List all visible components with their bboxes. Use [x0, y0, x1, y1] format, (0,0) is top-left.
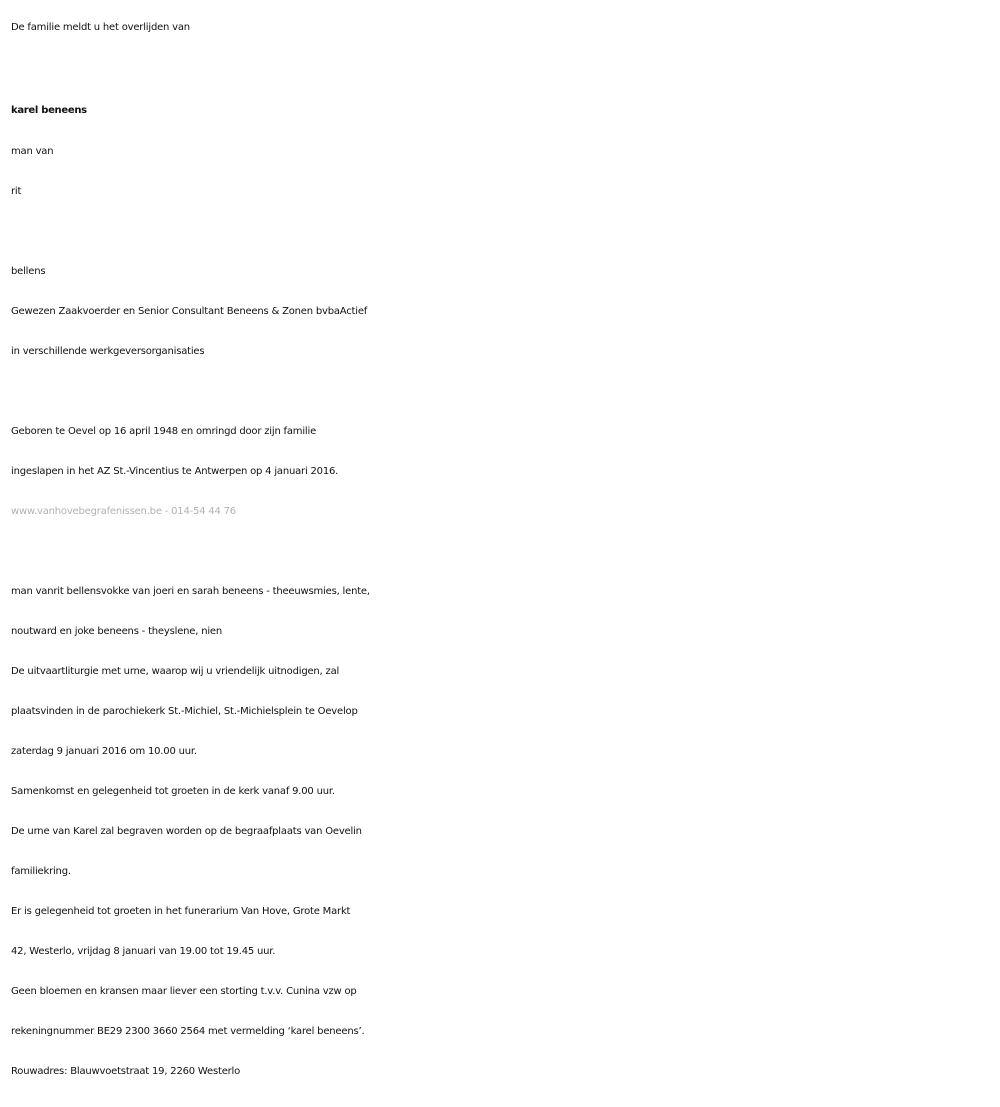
spacer [11, 372, 1000, 412]
occupation-line: in verschillende werkgeversorganisaties [11, 346, 205, 357]
intro-text: De familie meldt u het overlijden van [11, 22, 190, 33]
occupation-line: Gewezen Zaakvoerder en Senior Consultant Beneens & Zonen bvbaActief [11, 306, 368, 317]
birth-death-line: ingeslapen in het AZ St.-Vincentius te Antwerpen op 4 januari 2016. [11, 466, 339, 477]
details-line: Rouwadres: Blauwvoetstraat 19, 2260 Westerlo [11, 1066, 241, 1077]
details-line: man vanrit bellensvokke van joeri en sarah beneens - theeuwsmies, lente, [11, 586, 370, 597]
spouse-line: man van [11, 146, 54, 157]
birth-death-line: Geboren te Oevel op 16 april 1948 en omringd door zijn familie [11, 426, 317, 437]
details-line: Er is gelegenheid tot groeten in het funerarium Van Hove, Grote Markt [11, 906, 351, 917]
details-line: familiekring. [11, 866, 71, 877]
details-line: De uitvaartliturgie met urne, waarop wij u vriendelijk uitnodigen, zal [11, 666, 340, 677]
details-line: Geen bloemen en kransen maar liever een storting t.v.v. Cunina vzw op [11, 986, 357, 997]
details-line: 42, Westerlo, vrijdag 8 januari van 19.00 tot 19.45 uur. [11, 946, 276, 957]
spacer [11, 212, 1000, 252]
spacer [11, 532, 1000, 572]
details-line: zaterdag 9 januari 2016 om 10.00 uur. [11, 746, 197, 757]
details-line: plaatsvinden in de parochiekerk St.-Michiel, St.-Michielsplein te Oevelop [11, 706, 358, 717]
details-line: De urne van Karel zal begraven worden op de begraafplaats van Oevelin [11, 826, 362, 837]
deceased-name: karel beneens [11, 105, 87, 116]
details-line: rekeningnummer BE29 2300 3660 2564 met vermelding ‘karel beneens’. [11, 1026, 365, 1037]
details-line: Samenkomst en gelegenheid tot groeten in de kerk vanaf 9.00 uur. [11, 786, 335, 797]
spouse-line: rit [11, 186, 22, 197]
funeral-home-contact: www.vanhovebegrafenissen.be - 014-54 44 76 [11, 506, 236, 517]
spouse-surname: bellens [11, 266, 46, 277]
details-line: noutward en joke beneens - theyslene, nien [11, 626, 222, 637]
